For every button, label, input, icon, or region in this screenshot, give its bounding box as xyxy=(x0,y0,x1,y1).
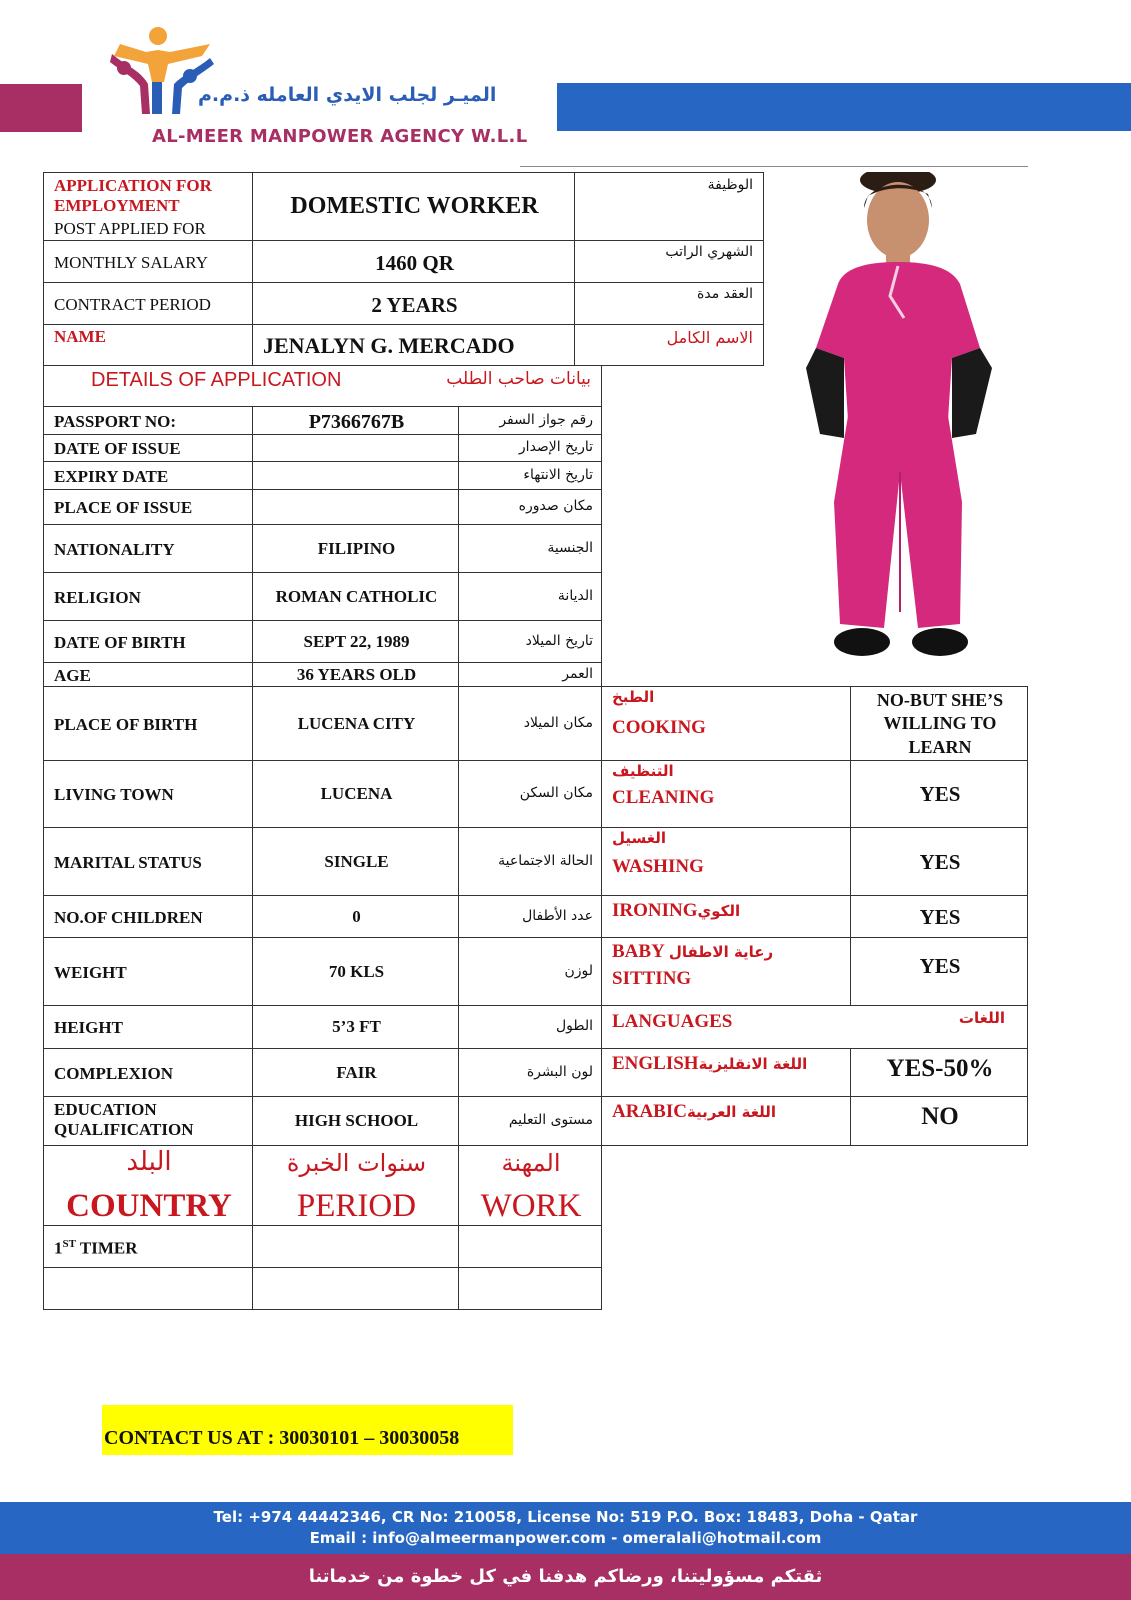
details-value: SINGLE xyxy=(324,851,389,871)
details-label: MARITAL STATUS xyxy=(54,852,202,872)
details-value: 0 xyxy=(352,906,361,926)
experience-row1-work xyxy=(458,1225,602,1268)
name-label: NAME xyxy=(54,327,106,346)
details-row-6-value-cell xyxy=(252,620,459,663)
company-name-english: AL-MEER MANPOWER AGENCY W.L.L xyxy=(152,126,528,147)
washing-en: WASHING xyxy=(612,856,704,877)
experience-row1-period xyxy=(252,1225,459,1268)
details-row-7-label-cell xyxy=(43,662,253,687)
details-row-3-ar-cell xyxy=(458,489,602,525)
name-value-cell xyxy=(252,324,575,366)
details-value: SEPT 22, 1989 xyxy=(303,631,410,651)
details-row-10-ar-cell xyxy=(458,827,602,896)
details-title-en: DETAILS OF APPLICATION xyxy=(91,369,342,391)
footer-line1: Tel: +974 44442346, CR No: 210058, License No: 519 P.O. Box: 18483, Doha - Qatar xyxy=(213,1508,918,1526)
details-row-15-label-cell xyxy=(43,1096,253,1146)
cleaning-en: CLEANING xyxy=(612,787,715,808)
details-arabic-label: عدد الأطفال xyxy=(522,907,593,924)
details-row-0-label-cell xyxy=(43,406,253,435)
salary-label: MONTHLY SALARY xyxy=(54,253,208,272)
details-arabic-label: مكان السكن xyxy=(519,785,593,801)
applicant-photo xyxy=(800,172,1020,682)
arabic-label xyxy=(612,1101,776,1123)
details-value: 70 KLS xyxy=(328,961,385,981)
period-en: PERIOD xyxy=(296,1188,417,1224)
washing-label-cell xyxy=(601,827,851,896)
cleaning-value-cell xyxy=(850,760,1028,828)
details-row-1-ar-cell xyxy=(458,434,602,462)
details-row-9-label-cell xyxy=(43,760,253,828)
details-row-4-label-cell xyxy=(43,524,253,573)
baby-value-cell xyxy=(850,937,1028,1006)
details-row-9-ar-cell xyxy=(458,760,602,828)
name-label-cell xyxy=(43,324,253,366)
details-row-14-value-cell xyxy=(252,1048,459,1097)
details-header-cell xyxy=(43,365,602,407)
details-label: DATE OF BIRTH xyxy=(54,632,186,652)
english-value: YES-50% xyxy=(886,1055,994,1082)
details-label: DATE OF ISSUE xyxy=(54,439,181,458)
english-en: ENGLISH xyxy=(612,1053,699,1074)
cooking-ar: الطبخ xyxy=(612,688,655,706)
details-value: FAIR xyxy=(336,1062,377,1082)
cooking-label-cell xyxy=(601,686,851,761)
languages-en: LANGUAGES xyxy=(612,1011,733,1032)
details-arabic-label: مكان الميلاد xyxy=(523,714,593,731)
cooking-en: COOKING xyxy=(612,717,706,738)
details-label: HEIGHT xyxy=(54,1018,123,1037)
salary-value-cell xyxy=(252,240,575,283)
details-label: PASSPORT NO: xyxy=(54,411,177,431)
english-value-cell xyxy=(850,1048,1028,1097)
footer-contact-band xyxy=(0,1502,1131,1554)
details-label: NO.OF CHILDREN xyxy=(54,907,203,927)
baby-label-line1 xyxy=(612,941,773,963)
details-row-8-value-cell xyxy=(252,686,459,761)
washing-value: YES xyxy=(919,850,961,874)
details-row-2-label-cell xyxy=(43,461,253,490)
details-arabic-label: لوزن xyxy=(564,962,593,979)
work-en: WORK xyxy=(480,1188,582,1224)
contact-text: CONTACT US AT : 30030101 – 30030058 xyxy=(104,1427,460,1449)
details-label: AGE xyxy=(54,665,91,685)
period-header-cell xyxy=(252,1145,459,1226)
footer-email[interactable]: Email : info@almeermanpower.com - omeralali@hotmail.com xyxy=(309,1529,822,1547)
english-ar: اللغة الانقليزية xyxy=(698,1055,808,1073)
baby-en1: BABY xyxy=(612,941,665,962)
post-ar: الوظيفة xyxy=(707,177,753,193)
details-value: LUCENA xyxy=(320,784,393,803)
arabic-value: NO xyxy=(921,1103,959,1130)
languages-header-cell xyxy=(601,1005,1028,1049)
details-arabic-label: الحالة الاجتماعية xyxy=(498,852,593,869)
details-row-12-label-cell xyxy=(43,937,253,1006)
english-label-cell xyxy=(601,1048,851,1097)
details-row-2-value-cell xyxy=(252,461,459,490)
contract-value-cell xyxy=(252,282,575,325)
details-value: LUCENA CITY xyxy=(297,713,416,733)
washing-value-cell xyxy=(850,827,1028,896)
ironing-ar: الكوي xyxy=(697,902,741,920)
ironing-value-cell xyxy=(850,895,1028,938)
company-name-arabic: الميـر لجلب الايدي العامله ذ.م.م xyxy=(198,84,497,106)
details-row-13-ar-cell xyxy=(458,1005,602,1049)
details-label: NATIONALITY xyxy=(54,539,175,559)
washing-ar: الغسيل xyxy=(612,829,667,847)
cooking-value-cell xyxy=(850,686,1028,761)
experience-row1-country xyxy=(43,1225,253,1268)
post-value-cell xyxy=(252,172,575,241)
details-row-3-label-cell xyxy=(43,489,253,525)
details-row-5-ar-cell xyxy=(458,572,602,621)
country-header-cell xyxy=(43,1145,253,1226)
details-row-10-value-cell xyxy=(252,827,459,896)
english-label xyxy=(612,1053,807,1075)
contract-ar: العقد مدة xyxy=(697,286,753,302)
baby-en2: SITTING xyxy=(612,968,692,989)
details-row-13-label-cell xyxy=(43,1005,253,1049)
details-row-15-value-cell xyxy=(252,1096,459,1146)
details-row-1-value-cell xyxy=(252,434,459,462)
baby-value: YES xyxy=(919,954,961,978)
details-label: EXPIRY DATE xyxy=(54,466,169,486)
details-row-11-label-cell xyxy=(43,895,253,938)
post-ar-cell xyxy=(574,172,764,241)
post-value: DOMESTIC WORKER xyxy=(290,193,539,219)
details-row-11-ar-cell xyxy=(458,895,602,938)
details-value: 5’3 FT xyxy=(332,1017,381,1036)
ironing-label-cell xyxy=(601,895,851,938)
details-row-7-value-cell xyxy=(252,662,459,687)
cooking-value: NO-BUT SHE’S WILLING TO LEARN xyxy=(876,690,1004,757)
details-row-7-ar-cell xyxy=(458,662,602,687)
details-value: HIGH SCHOOL xyxy=(294,1111,419,1130)
experience-row2-country xyxy=(43,1267,253,1310)
salary-ar: الشهري الراتب xyxy=(665,244,753,260)
work-ar: المهنة xyxy=(501,1149,561,1177)
footer-slogan: ثقتكم مسؤوليتنا، ورضاكم هدفنا في كل خطوة من خدماتنا xyxy=(308,1566,823,1587)
baby-ar: رعاية الاطفال xyxy=(668,943,774,961)
details-label: LIVING TOWN xyxy=(54,785,174,804)
experience-row2-work xyxy=(458,1267,602,1310)
details-row-13-value-cell xyxy=(252,1005,459,1049)
header-band-right xyxy=(557,83,1131,131)
post-label: POST APPLIED FOR xyxy=(54,219,206,238)
work-header-cell xyxy=(458,1145,602,1226)
details-label: PLACE OF ISSUE xyxy=(54,498,193,517)
contract-label-cell xyxy=(43,282,253,325)
contract-value: 2 YEARS xyxy=(371,293,458,317)
details-row-2-ar-cell xyxy=(458,461,602,490)
details-row-15-ar-cell xyxy=(458,1096,602,1146)
details-row-0-ar-cell xyxy=(458,406,602,435)
details-row-10-label-cell xyxy=(43,827,253,896)
details-arabic-label: الجنسية xyxy=(547,539,593,556)
baby-label-cell xyxy=(601,937,851,1006)
details-value: FILIPINO xyxy=(317,538,396,558)
details-label: WEIGHT xyxy=(54,962,127,982)
name-ar: الاسم الكامل xyxy=(666,328,753,347)
languages-ar: اللغات xyxy=(958,1009,1005,1027)
details-row-6-ar-cell xyxy=(458,620,602,663)
details-row-12-value-cell xyxy=(252,937,459,1006)
salary-label-cell xyxy=(43,240,253,283)
details-arabic-label: العمر xyxy=(562,665,593,682)
country-ar: البلد xyxy=(126,1147,172,1177)
details-row-3-value-cell xyxy=(252,489,459,525)
post-label-cell xyxy=(43,172,253,241)
details-row-8-ar-cell xyxy=(458,686,602,761)
contact-banner xyxy=(102,1405,513,1455)
application-title: APPLICATION FOR EMPLOYMENT xyxy=(54,176,212,215)
cleaning-label-cell xyxy=(601,760,851,828)
footer-slogan-band xyxy=(0,1554,1131,1600)
details-label: PLACE OF BIRTH xyxy=(54,714,198,734)
details-row-14-ar-cell xyxy=(458,1048,602,1097)
details-row-0-value-cell xyxy=(252,406,459,435)
details-arabic-label: الطول xyxy=(555,1018,593,1034)
details-row-5-label-cell xyxy=(43,572,253,621)
country-en: COUNTRY xyxy=(66,1188,232,1224)
details-row-14-label-cell xyxy=(43,1048,253,1097)
details-arabic-label: تاريخ الإصدار xyxy=(518,439,593,455)
contract-label: CONTRACT PERIOD xyxy=(54,295,211,314)
experience-row2-period xyxy=(252,1267,459,1310)
cleaning-ar: التنظيف xyxy=(612,762,674,780)
details-row-5-value-cell xyxy=(252,572,459,621)
name-value: JENALYN G. MERCADO xyxy=(263,333,515,358)
ironing-label xyxy=(612,900,740,922)
details-row-8-label-cell xyxy=(43,686,253,761)
details-arabic-label: تاريخ الميلاد xyxy=(525,632,593,649)
details-row-6-label-cell xyxy=(43,620,253,663)
details-row-12-ar-cell xyxy=(458,937,602,1006)
details-row-4-value-cell xyxy=(252,524,459,573)
details-row-1-label-cell xyxy=(43,434,253,462)
details-label: COMPLEXION xyxy=(54,1063,173,1083)
ironing-en: IRONING xyxy=(612,900,698,921)
ironing-value: YES xyxy=(919,905,961,929)
header-band-left xyxy=(0,84,82,132)
details-value: P7366767B xyxy=(308,410,405,433)
details-row-11-value-cell xyxy=(252,895,459,938)
details-value: 36 YEARS OLD xyxy=(296,664,417,684)
details-arabic-label: لون البشرة xyxy=(526,1063,593,1080)
details-value: ROMAN CATHOLIC xyxy=(275,586,438,606)
name-ar-cell xyxy=(574,324,764,366)
details-arabic-label: تاريخ الانتهاء xyxy=(523,466,593,483)
details-row-4-ar-cell xyxy=(458,524,602,573)
divider-line xyxy=(520,166,1028,167)
contract-ar-cell xyxy=(574,282,764,325)
arabic-value-cell xyxy=(850,1096,1028,1146)
details-title-ar: بيانات صاحب الطلب xyxy=(446,369,591,389)
details-row-9-value-cell xyxy=(252,760,459,828)
period-ar: سنوات الخبرة xyxy=(286,1149,427,1177)
details-label: EDUCATION QUALIFICATION xyxy=(54,1100,194,1139)
arabic-label-cell xyxy=(601,1096,851,1146)
arabic-ar: اللغة العربية xyxy=(686,1103,777,1121)
salary-value: 1460 QR xyxy=(375,251,454,275)
details-arabic-label: مستوى التعليم xyxy=(508,1112,593,1128)
details-arabic-label: مكان صدوره xyxy=(518,498,593,514)
first-timer-label: 1ST TIMER xyxy=(54,1238,138,1258)
cleaning-value: YES xyxy=(919,782,961,806)
arabic-en: ARABIC xyxy=(612,1101,687,1122)
details-label: RELIGION xyxy=(54,587,141,607)
details-arabic-label: الديانة xyxy=(557,587,593,604)
details-arabic-label: رقم جواز السفر xyxy=(499,411,593,428)
salary-ar-cell xyxy=(574,240,764,283)
